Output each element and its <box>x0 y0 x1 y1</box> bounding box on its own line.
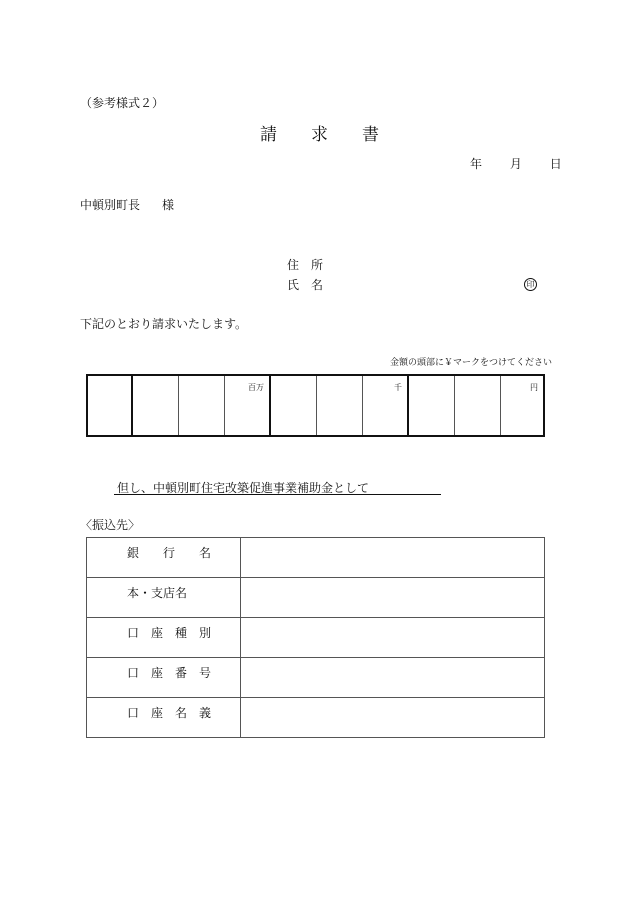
amount-digit-cell[interactable] <box>363 376 409 435</box>
bank-name-label: 銀 行 名 <box>127 546 212 560</box>
account-type-label: 口 座 種 別 <box>127 626 212 640</box>
document-title: 請 求 書 <box>260 125 379 145</box>
address-label: 住 所 <box>287 258 324 272</box>
account-holder-label: 口 座 名 義 <box>127 706 212 720</box>
addressee <box>80 199 174 211</box>
branch-name-field[interactable] <box>241 578 545 618</box>
date-line <box>470 158 562 170</box>
account-number-field[interactable] <box>241 658 545 698</box>
table-row <box>87 658 545 698</box>
table-row <box>87 698 545 738</box>
amount-yen-mark-cell[interactable] <box>88 376 133 435</box>
amount-digit-cell[interactable] <box>271 376 317 435</box>
unit-thousand-label: 千 <box>394 383 402 392</box>
account-number-label: 口 座 番 号 <box>127 666 212 680</box>
date-day: 日 <box>549 157 562 171</box>
addressee-name: 中頓別町長 <box>80 198 141 212</box>
account-holder-label-cell <box>87 698 241 738</box>
purpose-text: 但し、中頓別町住宅改築促進事業補助金として <box>117 481 370 495</box>
account-number-label-cell <box>87 658 241 698</box>
bank-table <box>86 537 545 738</box>
table-row <box>87 538 545 578</box>
amount-digit-cell[interactable] <box>317 376 363 435</box>
unit-million-label: 百万 <box>248 383 264 392</box>
date-month: 月 <box>509 157 522 171</box>
account-type-field[interactable] <box>241 618 545 658</box>
amount-table <box>86 374 545 437</box>
bank-heading: 〈振込先〉 <box>80 518 141 532</box>
table-row <box>87 578 545 618</box>
date-year: 年 <box>470 157 483 171</box>
branch-name-label-cell <box>87 578 241 618</box>
account-type-label-cell <box>87 618 241 658</box>
amount-digit-cell[interactable] <box>225 376 271 435</box>
name-label: 氏 名 <box>287 278 324 292</box>
account-holder-field[interactable] <box>241 698 545 738</box>
amount-digit-cell[interactable] <box>133 376 179 435</box>
amount-digit-cell[interactable] <box>455 376 501 435</box>
amount-digit-cell[interactable] <box>409 376 455 435</box>
table-row <box>87 618 545 658</box>
bank-name-label-cell <box>87 538 241 578</box>
amount-note: 金額の頭部に￥マークをつけてください <box>390 358 553 368</box>
bank-name-field[interactable] <box>241 538 545 578</box>
form-reference: （参考様式２） <box>80 96 165 110</box>
amount-digit-cell[interactable] <box>179 376 225 435</box>
addressee-honorific: 様 <box>162 198 175 212</box>
unit-yen-label: 円 <box>530 383 538 392</box>
request-statement: 下記のとおり請求いたします。 <box>80 317 248 331</box>
amount-digit-cell[interactable] <box>501 376 543 435</box>
purpose-underline <box>114 494 441 495</box>
seal-mark: 印 <box>524 278 537 291</box>
branch-name-label: 本・支店名 <box>127 586 188 600</box>
